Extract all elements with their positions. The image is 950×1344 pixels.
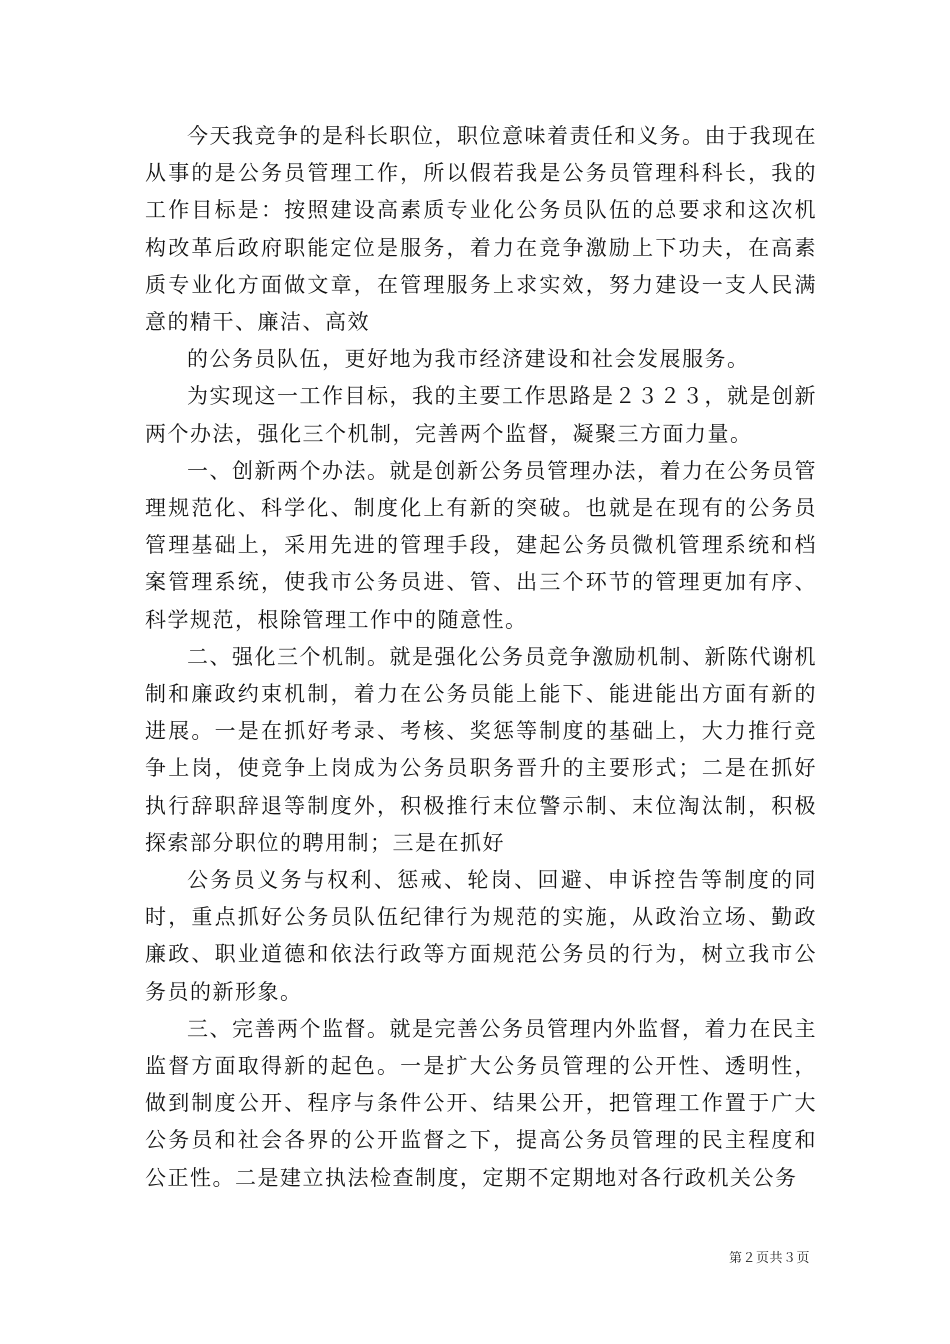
document-body — [145, 118, 817, 1197]
paragraph-2: 的公务员队伍，更好地为我市经济建设和社会发展服务。 — [187, 347, 750, 372]
paragraph-5: 二、强化三个机制。就是强化公务员竞争激励机制、新陈代谢机制和廉政约束机制，着力在公务员能上能下、能进能出方面有新的进展。一是在抓好考录、考核、奖惩等制度的基础上，大力推行竞争上岗，使竞争上岗成为公务员职务晋升的主要形式；二是在抓好执行辞职辞退等制度外，积极推行末位警示制、末位淘汰制，积极探索部分职位的聘用制；三是在抓好 — [145, 644, 817, 855]
paragraph-1: 今天我竞争的是科长职位，职位意味着责任和义务。由于我现在从事的是公务员管理工作，所以假若我是公务员管理科科长，我的工作目标是：按照建设高素质专业化公务员队伍的总要求和这次机构改革后政府职能定位是服务，着力在竞争激励上下功夫，在高素质专业化方面做文章，在管理服务上求实效，努力建设一支人民满意的精干、廉洁、高效 — [145, 124, 817, 335]
page-number: 第２页共３页 — [728, 1251, 810, 1266]
paragraph-4: 一、创新两个办法。就是创新公务员管理办法，着力在公务员管理规范化、科学化、制度化上有新的突破。也就是在现有的公务员管理基础上，采用先进的管理手段，建起公务员微机管理系统和档案管理系统，使我市公务员进、管、出三个环节的管理更加有序、科学规范，根除管理工作中的随意性。 — [145, 458, 817, 632]
paragraph-7: 三、完善两个监督。就是完善公务员管理内外监督，着力在民主监督方面取得新的起色。一是扩大公务员管理的公开性、透明性，做到制度公开、程序与条件公开、结果公开，把管理工作置于广大公务员和社会各界的公开监督之下，提高公务员管理的民主程度和公正性。二是建立执法检查制度，定期不定期地对各行政机关公务 — [145, 1016, 817, 1190]
paragraph-3: 为实现这一工作目标，我的主要工作思路是２３２３，就是创新两个办法，强化三个机制，完善两个监督，凝聚三方面力量。 — [145, 384, 817, 446]
paragraph-6: 公务员义务与权利、惩戒、轮岗、回避、申诉控告等制度的同时，重点抓好公务员队伍纪律行为规范的实施，从政治立场、勤政廉政、职业道德和依法行政等方面规范公务员的行为，树立我市公务员的新形象。 — [145, 868, 817, 1004]
